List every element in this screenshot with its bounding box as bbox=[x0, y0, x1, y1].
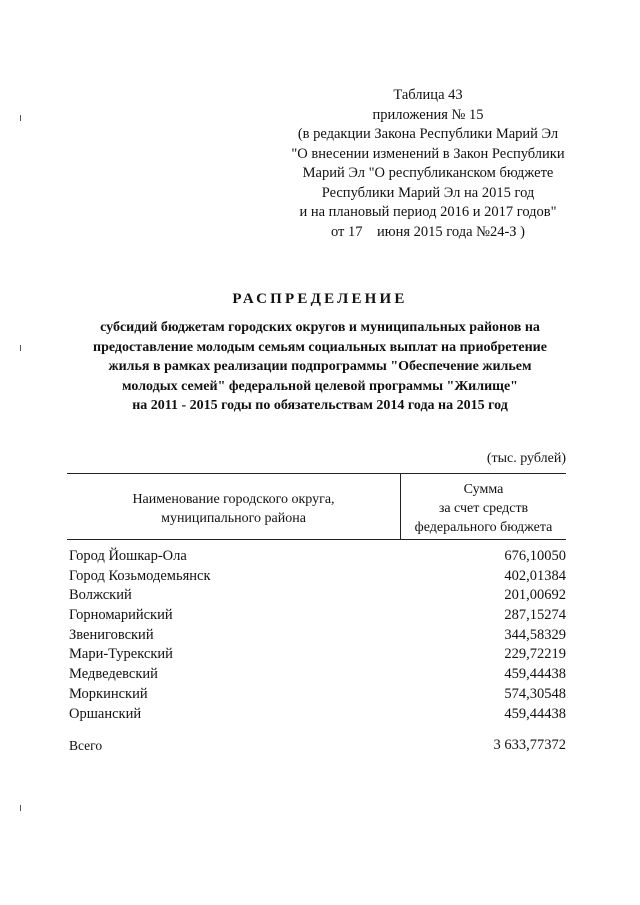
row-name: Мари-Турекский bbox=[69, 646, 173, 663]
column-header-line: Сумма bbox=[463, 482, 504, 497]
table-row bbox=[69, 606, 566, 626]
table-row bbox=[69, 645, 566, 665]
document-subtitle bbox=[60, 318, 580, 416]
table-row bbox=[69, 705, 566, 725]
header-line: Республики Марий Эл на 2015 год bbox=[321, 184, 535, 201]
row-name: Медведевский bbox=[69, 666, 158, 683]
header-line: Марий Эл "О республиканском бюджете bbox=[302, 165, 554, 181]
table-top-rule bbox=[67, 473, 566, 474]
document-header bbox=[278, 86, 578, 242]
column-header-line: муниципального района bbox=[161, 511, 306, 526]
row-name: Оршанский bbox=[69, 705, 142, 722]
row-value: 344,58329 bbox=[504, 626, 566, 643]
header-line: (в редакции Закона Республики Марий Эл bbox=[297, 126, 559, 142]
subtitle-line: предоставление молодым семьям социальных выплат на приобретение bbox=[93, 339, 547, 355]
row-value: 201,00692 bbox=[504, 587, 566, 604]
units-label: (тыс. рублей) bbox=[486, 451, 566, 466]
margin-mark bbox=[20, 115, 21, 121]
margin-mark bbox=[20, 805, 21, 811]
subtitle-line: молодых семей" федеральной целевой программы "Жилище" bbox=[122, 378, 518, 394]
total-label: Всего bbox=[69, 738, 103, 753]
row-value: 574,30548 bbox=[504, 685, 566, 702]
row-name: Моркинский bbox=[69, 685, 148, 702]
column-header-line: за счет средств bbox=[438, 501, 529, 516]
row-value: 459,44438 bbox=[504, 666, 566, 683]
row-name: Волжский bbox=[69, 587, 132, 604]
row-value: 402,01384 bbox=[504, 567, 566, 584]
table-row bbox=[69, 685, 566, 705]
total-value: 3 633,77372 bbox=[493, 737, 566, 753]
column-header-line: Наименование городского округа, bbox=[132, 492, 335, 507]
table-row bbox=[69, 626, 566, 646]
column-header-name bbox=[67, 490, 400, 528]
margin-mark bbox=[20, 345, 21, 351]
document-title: РАСПРЕДЕЛЕНИЕ bbox=[232, 291, 408, 307]
table-row bbox=[69, 586, 566, 606]
header-line: приложения № 15 bbox=[372, 106, 484, 123]
subtitle-line: жилья в рамках реализации подпрограммы "Обеспечение жильем bbox=[108, 359, 532, 374]
row-name: Звениговский bbox=[69, 626, 154, 643]
table-row bbox=[69, 665, 566, 685]
table-row bbox=[69, 567, 566, 587]
header-line: "О внесении изменений в Закон Республики bbox=[291, 145, 565, 162]
total-row bbox=[69, 736, 566, 756]
row-value: 287,15274 bbox=[504, 607, 566, 624]
header-line: и на плановый период 2016 и 2017 годов" bbox=[299, 204, 557, 220]
column-header-line: федерального бюджета bbox=[414, 520, 553, 535]
header-line: от 17 июня 2015 года №24-З ) bbox=[330, 223, 526, 240]
column-header-sum bbox=[401, 480, 566, 537]
row-value: 229,72219 bbox=[504, 646, 566, 663]
table-row bbox=[69, 547, 566, 567]
subtitle-line: субсидий бюджетам городских округов и муниципальных районов на bbox=[100, 320, 540, 335]
row-name: Город Козьмодемьянск bbox=[69, 567, 211, 584]
table-header-rule bbox=[67, 539, 566, 540]
subtitle-line: на 2011 - 2015 годы по обязательствам 2014 года на 2015 год bbox=[132, 398, 508, 413]
row-name: Горномарийский bbox=[69, 607, 173, 624]
row-name: Город Йошкар-Ола bbox=[69, 548, 187, 564]
table-body bbox=[69, 547, 566, 724]
header-line: Таблица 43 bbox=[393, 87, 463, 103]
row-value: 676,10050 bbox=[504, 548, 566, 564]
row-value: 459,44438 bbox=[504, 705, 566, 722]
